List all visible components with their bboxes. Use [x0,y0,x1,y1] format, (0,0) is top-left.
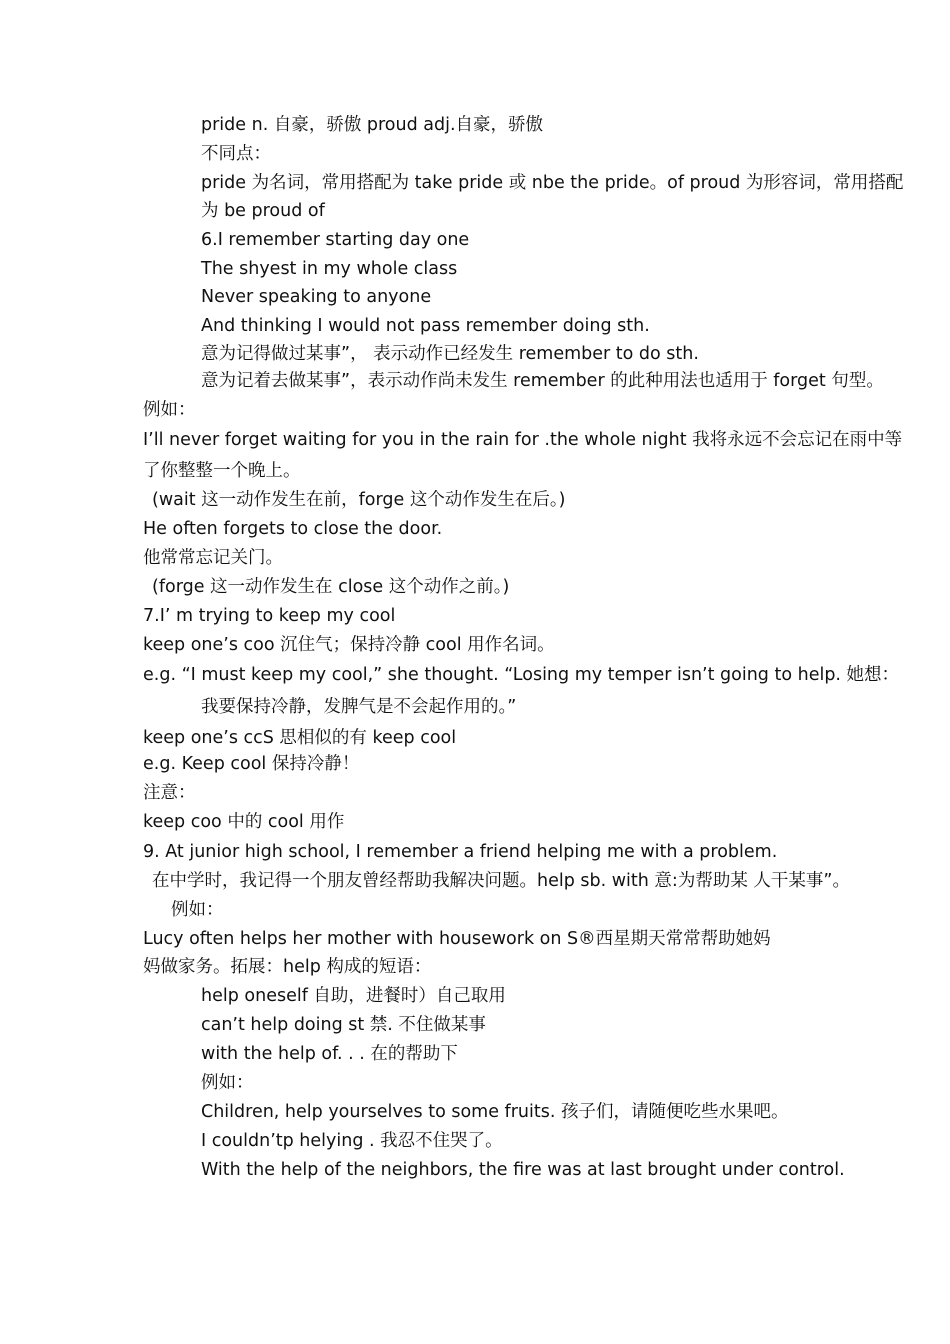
text-line: pride 为名词，常用搭配为 take pride 或 nbe the pride。of proud 为形容词，常用搭配 [201,173,904,193]
text-line: help oneself 自助，进餐时）自己取用 [201,986,506,1006]
text-line: Lucy often helps her mother with housework on S®西星期天常常帮助她妈 [143,929,771,949]
text-line: 注意： [143,783,196,803]
text-line: 7.I’ m trying to keep my cool [143,606,396,626]
text-line: 意为记得做过某事”， 表示动作已经发生 remember to do sth. [201,344,699,364]
text-line: (forge 这一动作发生在 close 这个动作之前。) [152,577,510,597]
text-line: with the help of. . . 在的帮助下 [201,1044,458,1064]
text-line: keep one’s ccS 思相似的有 keep cool [143,728,457,748]
text-line: The shyest in my whole class [201,259,458,279]
text-line: pride n. 自豪，骄傲 proud adj.自豪，骄傲 [201,115,544,135]
text-line: can’t help doing st 禁. 不住做某事 [201,1015,486,1035]
text-line: 我要保持冷静，发脾气是不会起作用的。” [201,697,517,717]
text-line: And thinking I would not pass remember doing sth. [201,316,650,336]
text-line: keep one’s coo 沉住气；保持冷静 cool 用作名词。 [143,635,555,655]
text-line: With the help of the neighbors, the fire was at last brought under control. [201,1160,845,1180]
text-line: 不同点： [201,144,271,164]
text-line: 例如： [171,900,224,920]
text-line: keep coo 中的 cool 用作 [143,812,345,832]
text-line: 意为记着去做某事”，表示动作尚未发生 remember 的此种用法也适用于 forget 句型。 [201,371,884,391]
text-line: 例如： [201,1073,254,1093]
text-line: Never speaking to anyone [201,287,432,307]
text-line: 6.I remember starting day one [201,230,470,250]
text-line: 为 be proud of [201,201,325,221]
text-line: 例如： [143,400,196,420]
text-line: I’ll never forget waiting for you in the rain for .the whole night 我将永远不会忘记在雨中等 [143,430,903,450]
text-line: 在中学时，我记得一个朋友曾经帮助我解决问题。help sb. with 意:为帮助某 人干某事”。 [152,871,850,891]
text-line: He often forgets to close the door. [143,519,443,539]
text-line: e.g. Keep cool 保持冷静！ [143,754,360,774]
text-line: 他常常忘记关门。 [143,548,283,568]
text-line: I couldn’tp helying . 我忍不住哭了。 [201,1131,503,1151]
text-line: e.g. “I must keep my cool,” she thought. “Losing my temper isn’t going to help. 她想： [143,665,900,685]
text-line: 9. At junior high school, I remember a friend helping me with a problem. [143,842,778,862]
text-line: (wait 这一动作发生在前，forge 这个动作发生在后。) [152,490,566,510]
text-line: Children, help yourselves to some fruits. 孩子们，请随便吃些水果吧。 [201,1102,789,1122]
text-line: 妈做家务。拓展：help 构成的短语： [143,957,432,977]
text-line: 了你整整一个晚上。 [143,461,301,481]
